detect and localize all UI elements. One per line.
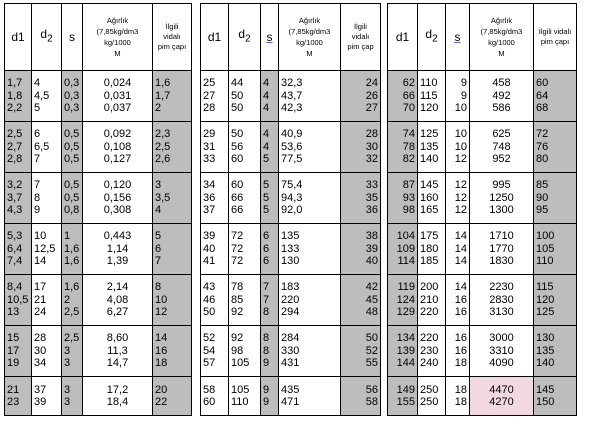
cell-s: 10 10 12 <box>446 122 470 173</box>
header-pin-line1: İlgili <box>354 22 367 31</box>
cell-w: 0,092 0,108 0,127 <box>83 122 153 173</box>
cell-w: 40,9 53,6 77,5 <box>279 122 341 173</box>
cell-d2: 105 110 <box>229 377 261 416</box>
cell-s: 6 6 6 <box>261 224 279 275</box>
cell-s: 9 9 <box>261 377 279 416</box>
table-row-group <box>388 275 577 326</box>
cell-d2: 60 66 66 <box>229 173 261 224</box>
cell-d2: 220 230 240 <box>418 326 446 377</box>
table-row-group <box>388 326 577 377</box>
header-s-label: s <box>266 29 273 44</box>
cell-d1: 58 60 <box>201 377 229 416</box>
cell-p: 24 26 27 <box>341 71 381 122</box>
cell-w: 995 1250 1300 <box>470 173 534 224</box>
cell-p: 2,3 2,5 2,6 <box>153 122 192 173</box>
table-row-group <box>201 275 381 326</box>
table-header-row <box>388 4 577 71</box>
header-weight-line3: kg/1000 <box>104 38 131 47</box>
header-d2-subscript: 2 <box>432 33 438 45</box>
cell-p: 130 135 140 <box>534 326 577 377</box>
cell-d2: 50 56 60 <box>229 122 261 173</box>
cell-w: 32,3 43,7 42,3 <box>279 71 341 122</box>
header-weight-line2: (7,85kg/dm3 <box>96 27 139 36</box>
cell-p: 56 58 <box>341 377 381 416</box>
table-row-group <box>201 224 381 275</box>
cell-d1: 2,5 2,7 2,8 <box>5 122 32 173</box>
cell-w: 75,4 94,3 92,0 <box>279 173 341 224</box>
cell-d2: 44 50 50 <box>229 71 261 122</box>
cell-d2: 78 85 92 <box>229 275 261 326</box>
cell-d2: 28 30 34 <box>32 326 62 377</box>
table-row-group <box>5 275 192 326</box>
header-pin <box>341 4 381 71</box>
cell-d1: 34 36 37 <box>201 173 229 224</box>
cell-s: 8 8 9 <box>261 326 279 377</box>
header-d1: d1 <box>201 4 229 71</box>
table-row-group <box>388 71 577 122</box>
header-weight-line4: M <box>498 49 505 58</box>
cell-d2: 72 72 72 <box>229 224 261 275</box>
cell-d1: 134 139 144 <box>388 326 418 377</box>
cell-s: 14 16 16 <box>446 275 470 326</box>
header-weight-line1: Ağırlık <box>298 16 321 25</box>
cell-w: 135 133 130 <box>279 224 341 275</box>
cell-p: 1,6 1,7 2 <box>153 71 192 122</box>
cell-w: 17,2 18,4 <box>83 377 153 416</box>
cell-d1: 74 78 82 <box>388 122 418 173</box>
cell-p: 28 30 32 <box>341 122 381 173</box>
cell-p: 8 10 12 <box>153 275 192 326</box>
cell-d2: 145 160 165 <box>418 173 446 224</box>
cell-d2: 10 12,5 14 <box>32 224 62 275</box>
cell-p: 145 150 <box>534 377 577 416</box>
cell-s: 18 18 <box>446 377 470 416</box>
header-pin-line2: vidalı <box>351 32 370 41</box>
header-d2-subscript: 2 <box>47 33 53 45</box>
header-pin <box>153 4 192 71</box>
header-s: s <box>62 4 83 71</box>
table-body <box>5 71 192 416</box>
cell-d1: 43 46 50 <box>201 275 229 326</box>
cell-s: 16 16 18 <box>446 326 470 377</box>
table-row-group <box>201 173 381 224</box>
cell-p: 5 6 7 <box>153 224 192 275</box>
cell-s: 5 5 5 <box>261 173 279 224</box>
cell-d2: 6 6,5 7 <box>32 122 62 173</box>
cell-p: 50 52 55 <box>341 326 381 377</box>
table-row-group <box>388 122 577 173</box>
cell-d2: 92 98 105 <box>229 326 261 377</box>
cell-s: 1,6 2 2,5 <box>62 275 83 326</box>
header-weight-line4: M <box>114 49 121 58</box>
header-d1: d1 <box>388 4 418 71</box>
cell-p: 60 64 68 <box>534 71 577 122</box>
cell-d2: 250 250 <box>418 377 446 416</box>
cell-s: 14 14 14 <box>446 224 470 275</box>
header-weight <box>470 4 534 71</box>
cell-d2: 37 39 <box>32 377 62 416</box>
header-d2-subscript: 2 <box>245 33 251 45</box>
cell-p: 14 16 18 <box>153 326 192 377</box>
header-s-label: s <box>454 29 461 44</box>
cell-p: 42 45 48 <box>341 275 381 326</box>
header-d2: $d_2$ <box>229 4 261 71</box>
table-row-group <box>201 326 381 377</box>
cell-d1: 87 93 98 <box>388 173 418 224</box>
table-row-group <box>5 326 192 377</box>
table-body <box>201 71 381 416</box>
cell-d2: 17 21 24 <box>32 275 62 326</box>
cell-d1: 15 17 19 <box>5 326 32 377</box>
header-d2: $d_2$ <box>32 4 62 71</box>
cell-w: 2,14 4,08 6,27 <box>83 275 153 326</box>
washer-table-1 <box>4 3 192 416</box>
cell-d1: 5,3 6,4 7,4 <box>5 224 32 275</box>
cell-s: 2,5 3 3 <box>62 326 83 377</box>
cell-d2: 125 135 140 <box>418 122 446 173</box>
table-body <box>388 71 577 416</box>
table-header-row <box>201 4 381 71</box>
header-d2: $d_2$ <box>418 4 446 71</box>
cell-d1: 8,4 10,5 13 <box>5 275 32 326</box>
header-weight-line3: kg/1000 <box>296 38 323 47</box>
cell-s: 0,5 0,5 0,8 <box>62 173 83 224</box>
table-row-group <box>5 71 192 122</box>
table-row-group <box>5 377 192 416</box>
cell-w: 1710 1770 1830 <box>470 224 534 275</box>
cell-d1: 21 23 <box>5 377 32 416</box>
cell-d1: 52 54 57 <box>201 326 229 377</box>
table-row-group <box>388 224 577 275</box>
header-s <box>446 4 470 71</box>
header-pin-line1: İlgili vidalı <box>538 27 572 36</box>
cell-d1: 39 40 41 <box>201 224 229 275</box>
cell-s: 3 3 <box>62 377 83 416</box>
cell-w: 284 330 431 <box>279 326 341 377</box>
cell-w: 183 220 294 <box>279 275 341 326</box>
header-weight-line2: (7,85kg/dm3 <box>480 27 523 36</box>
table-row-group <box>5 122 192 173</box>
header-s <box>261 4 279 71</box>
cell-p: 85 90 95 <box>534 173 577 224</box>
cell-s: 4 4 4 <box>261 71 279 122</box>
cell-w: 435 471 <box>279 377 341 416</box>
cell-d1: 29 31 33 <box>201 122 229 173</box>
cell-d1: 25 27 28 <box>201 71 229 122</box>
header-weight-line1: Ağırlık <box>490 16 513 25</box>
cell-d2: 4 4,5 5 <box>32 71 62 122</box>
cell-d2: 175 180 185 <box>418 224 446 275</box>
washer-table-3 <box>387 3 577 416</box>
washer-table-2 <box>200 3 381 416</box>
table-row-group <box>201 122 381 173</box>
table-header-row <box>5 4 192 71</box>
table-row-group <box>201 71 381 122</box>
header-pin-line3: pim çap <box>347 42 374 51</box>
cell-s: 0,5 0,5 0,5 <box>62 122 83 173</box>
table-row-group <box>388 377 577 416</box>
cell-w: 2230 2830 3130 <box>470 275 534 326</box>
header-weight-line3: kg/1000 <box>488 38 515 47</box>
header-weight-line4: M <box>306 49 313 58</box>
cell-w: 458 492 586 <box>470 71 534 122</box>
cell-w: 625 748 952 <box>470 122 534 173</box>
cell-s: 12 12 12 <box>446 173 470 224</box>
header-pin-line2: pim çapı <box>540 37 570 46</box>
cell-d1: 149 155 <box>388 377 418 416</box>
cell-w: 3000 3310 4090 <box>470 326 534 377</box>
cell-s: 7 7 8 <box>261 275 279 326</box>
cell-p: 33 35 36 <box>341 173 381 224</box>
cell-d1: 104 109 114 <box>388 224 418 275</box>
cell-d2: 110 115 120 <box>418 71 446 122</box>
header-d1: d1 <box>5 4 32 71</box>
header-weight <box>279 4 341 71</box>
cell-d1: 119 124 129 <box>388 275 418 326</box>
cell-w: 8,60 11,3 14,7 <box>83 326 153 377</box>
header-pin-line2: vidalı <box>163 32 181 41</box>
table-row-group <box>388 173 577 224</box>
header-pin-line1: İlgili <box>165 22 179 31</box>
cell-p: 20 22 <box>153 377 192 416</box>
cell-d1: 3,2 3,7 4,3 <box>5 173 32 224</box>
table-row-group <box>5 173 192 224</box>
table-row-group <box>5 224 192 275</box>
cell-d1: 62 66 70 <box>388 71 418 122</box>
cell-w: 0,120 0,156 0,308 <box>83 173 153 224</box>
cell-p: 3 3,5 4 <box>153 173 192 224</box>
header-pin-line3: pim çapı <box>157 42 187 51</box>
cell-w: 0,443 1,14 1,39 <box>83 224 153 275</box>
header-weight <box>83 4 153 71</box>
cell-p: 38 39 40 <box>341 224 381 275</box>
cell-w: 4470 4270 <box>470 377 534 416</box>
cell-d1: 1,7 1,8 2,2 <box>5 71 32 122</box>
cell-w: 0,024 0,031 0,037 <box>83 71 153 122</box>
cell-d2: 200 210 220 <box>418 275 446 326</box>
cell-p: 72 76 80 <box>534 122 577 173</box>
table-row-group <box>201 377 381 416</box>
cell-d2: 7 8 9 <box>32 173 62 224</box>
header-weight-line2: (7,85kg/dm3 <box>288 27 331 36</box>
cell-p: 115 120 125 <box>534 275 577 326</box>
header-weight-line1: Ağırlık <box>106 16 129 25</box>
header-pin <box>534 4 577 71</box>
cell-s: 0,3 0,3 0,3 <box>62 71 83 122</box>
cell-p: 100 105 110 <box>534 224 577 275</box>
cell-s: 4 4 5 <box>261 122 279 173</box>
cell-s: 1 1,6 1,6 <box>62 224 83 275</box>
cell-s: 9 9 10 <box>446 71 470 122</box>
